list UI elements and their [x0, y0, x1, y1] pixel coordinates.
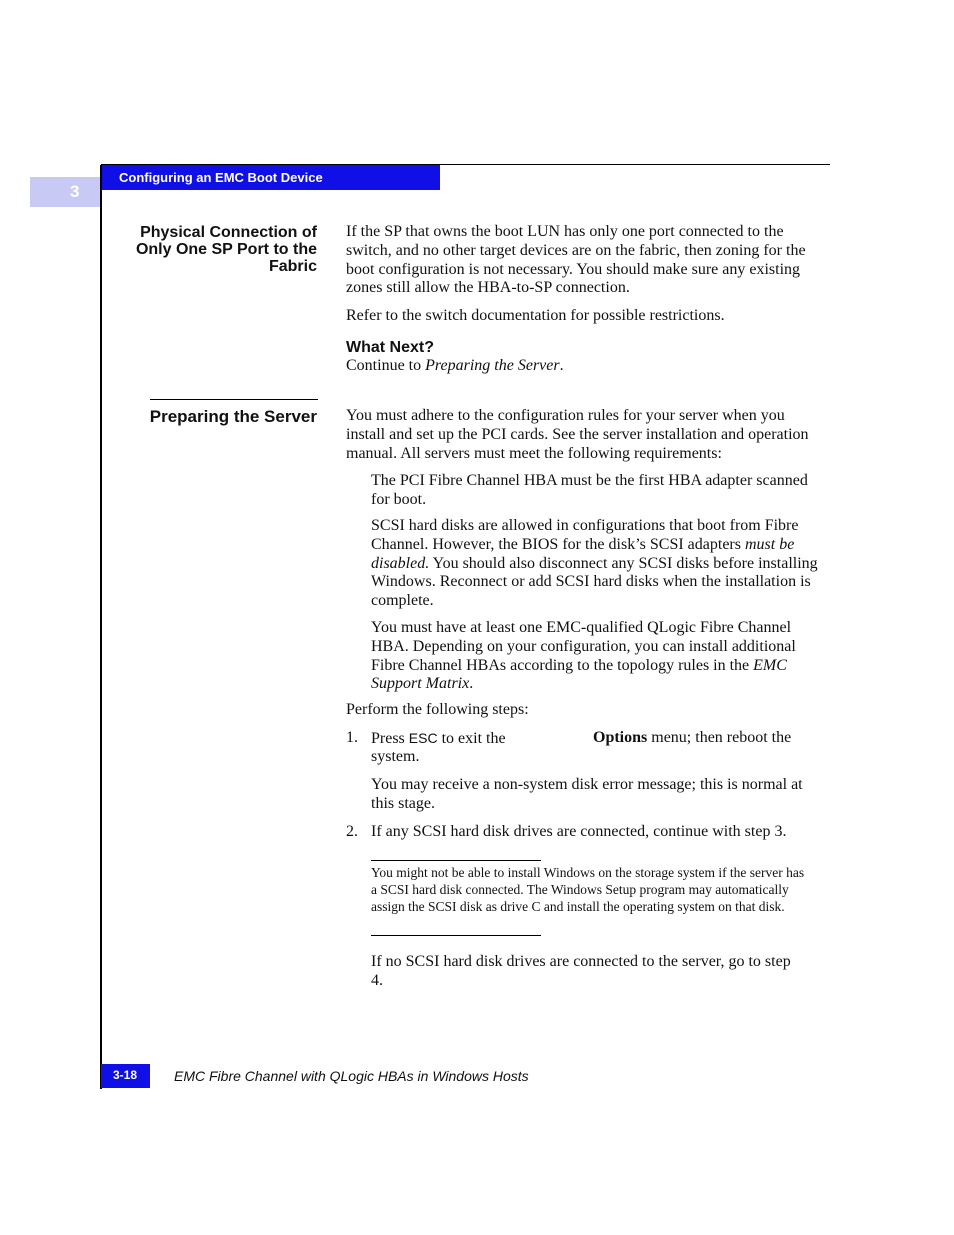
requirement-item: The PCI Fibre Channel HBA must be the first HBA adapter scanned for boot. — [371, 472, 808, 508]
chapter-tab — [30, 177, 101, 207]
note-rule-bottom — [371, 935, 541, 936]
what-next-heading: What Next? — [346, 339, 434, 356]
req2-emphasis: must be disabled. — [371, 535, 795, 572]
continue-line — [346, 357, 564, 376]
step1-line2: system. — [371, 748, 420, 765]
step1-text-a: Press — [371, 730, 409, 747]
page-number: 3-18 — [113, 1068, 138, 1082]
step1-text-b: to exit the — [437, 730, 506, 747]
left-margin-rule — [100, 165, 102, 1089]
req3-text-b: . — [469, 675, 474, 693]
paragraph-perform-steps: Perform the following steps: — [346, 701, 529, 718]
step-number: 2. — [346, 823, 358, 840]
continue-suffix: . — [559, 357, 564, 374]
chapter-number: 3 — [70, 182, 80, 201]
note-rule-top — [371, 860, 541, 861]
paragraph-restrictions: Refer to the switch documentation for possible restrictions. — [346, 307, 725, 324]
req3-emphasis: EMC Support Matrix — [371, 656, 787, 693]
section-heading-preparing-server: Preparing the Server — [149, 407, 317, 426]
requirement-item — [371, 517, 823, 611]
req2-text-b: You should also disconnect any SCSI disks before installing Windows. Reconnect or add SCSI hard disks when the installation is complete. — [371, 554, 818, 610]
req3-text-a: You must have at least one EMC-qualified QLogic Fibre Channel HBA. Depending on your configuration, you can install additional Fibre Channel HBAs according to the topology rules in the — [371, 619, 796, 674]
step1-line1-end — [593, 729, 791, 748]
options-menu-label: Options — [593, 729, 648, 746]
step2-text: If any SCSI hard disk drives are connected, continue with step 3. — [371, 823, 787, 840]
requirement-item — [371, 619, 823, 694]
section-heading-physical-connection: Physical Connection of Only One SP Port to the Fabric — [135, 224, 317, 275]
step1-line1 — [371, 729, 506, 749]
continue-link[interactable]: Preparing the Server — [425, 357, 560, 374]
book-title: EMC Fibre Channel with QLogic HBAs in Windows Hosts — [174, 1068, 529, 1084]
continue-prefix: Continue to — [346, 357, 426, 374]
step2-alternative: If no SCSI hard disk drives are connected to the server, go to step 4. — [371, 953, 791, 989]
step-number: 1. — [346, 729, 358, 746]
note-text: You might not be able to install Windows on the storage system if the server has a SCSI hard disk connected. The Windows Setup program may automatically assign the SCSI disk as drive C and install the operating system on that disk. — [371, 865, 805, 914]
paragraph-zoning: If the SP that owns the boot LUN has only one port connected to the switch, and no other target devices are on the fabric, then zoning for the boot configuration is not necessary. You should make sure any existing zones still allow the HBA-to-SP connection. — [346, 223, 806, 297]
section-rule — [150, 399, 318, 400]
req2-text-a: SCSI hard disks are allowed in configurations that boot from Fibre Channel. However, the BIOS for the disk’s SCSI adapters — [371, 517, 799, 553]
step1-text-c: menu; then reboot the — [647, 729, 792, 746]
chapter-title: Configuring an EMC Boot Device — [119, 170, 323, 185]
paragraph-intro: You must adhere to the configuration rules for your server when you install and set up the PCI cards. See the server installation and operation manual. All servers must meet the following requirements: — [346, 407, 809, 462]
esc-key: ESC — [408, 730, 438, 746]
step1-note: You may receive a non-system disk error message; this is normal at this stage. — [371, 776, 803, 812]
